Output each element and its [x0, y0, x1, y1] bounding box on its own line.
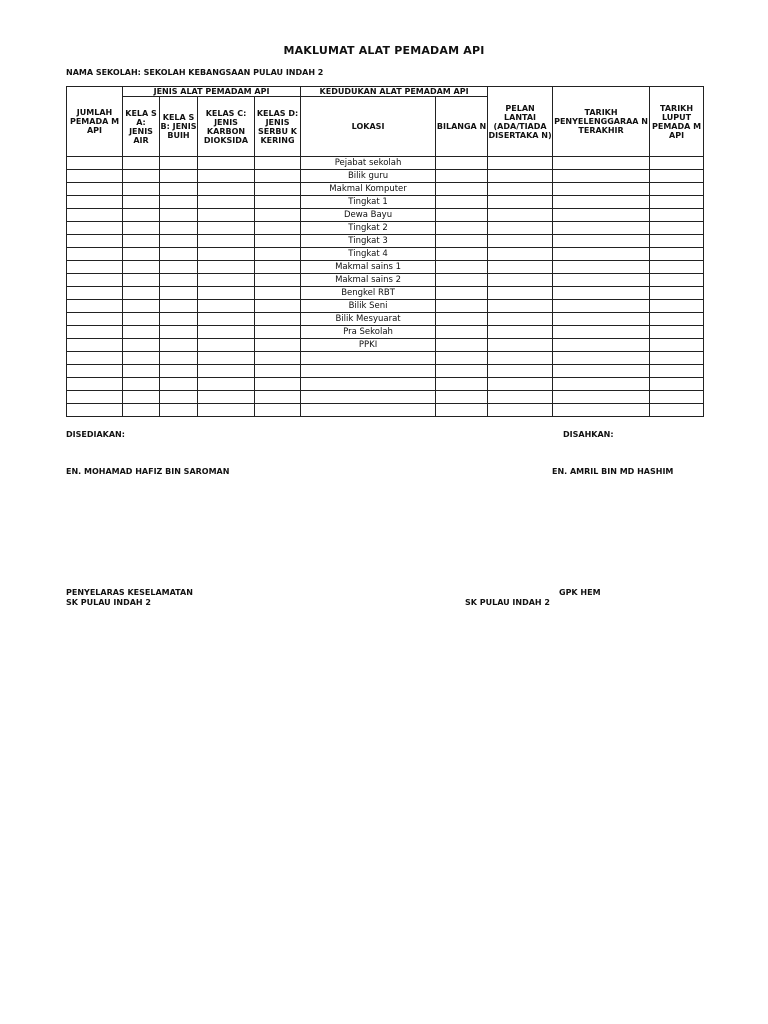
table-row: [67, 378, 704, 391]
table-cell: [123, 378, 160, 391]
table-cell: [160, 326, 198, 339]
table-row: [67, 235, 704, 248]
table-cell: [650, 300, 704, 313]
table-cell: [67, 170, 123, 183]
table-cell: [436, 183, 488, 196]
header-jumlah: JUMLAH PEMADA M API: [67, 87, 123, 157]
table-cell: [67, 326, 123, 339]
table-row: [67, 261, 704, 274]
table-cell: [123, 287, 160, 300]
table-cell: [160, 365, 198, 378]
table-cell: [67, 209, 123, 222]
table-cell: [198, 352, 255, 365]
table-cell: [650, 339, 704, 352]
table-row: [67, 196, 704, 209]
table-cell: [198, 235, 255, 248]
table-cell: [198, 287, 255, 300]
table-cell: [553, 326, 650, 339]
table-cell: [255, 404, 301, 417]
table-cell: [255, 222, 301, 235]
cell-lokasi: Makmal Komputer: [301, 183, 436, 196]
cell-lokasi: [301, 404, 436, 417]
header-tarikh-penyelenggaraan: TARIKH PENYELENGGARAA N TERAKHIR: [553, 87, 650, 157]
table-cell: [488, 235, 553, 248]
table-cell: [488, 261, 553, 274]
table-cell: [436, 209, 488, 222]
table-cell: [123, 404, 160, 417]
header-jenis-group: JENIS ALAT PEMADAM API: [123, 87, 301, 97]
prepared-name: EN. MOHAMAD HAFIZ BIN SAROMAN: [66, 467, 230, 476]
table-cell: [255, 365, 301, 378]
table-row: [67, 313, 704, 326]
table-cell: [160, 274, 198, 287]
table-cell: [160, 209, 198, 222]
table-row: [67, 404, 704, 417]
table-cell: [436, 352, 488, 365]
cell-lokasi: Tingkat 4: [301, 248, 436, 261]
table-cell: [255, 209, 301, 222]
table-cell: [553, 339, 650, 352]
table-cell: [436, 391, 488, 404]
table-cell: [650, 365, 704, 378]
table-row: [67, 326, 704, 339]
table-cell: [553, 274, 650, 287]
table-cell: [436, 365, 488, 378]
cell-lokasi: Bilik Mesyuarat: [301, 313, 436, 326]
table-cell: [488, 352, 553, 365]
table-cell: [255, 326, 301, 339]
table-cell: [436, 235, 488, 248]
table-cell: [123, 391, 160, 404]
table-cell: [160, 378, 198, 391]
table-cell: [160, 222, 198, 235]
table-cell: [553, 222, 650, 235]
table-cell: [67, 248, 123, 261]
table-cell: [160, 170, 198, 183]
document-title: MAKLUMAT ALAT PEMADAM API: [283, 44, 485, 57]
table-cell: [198, 209, 255, 222]
table-cell: [553, 404, 650, 417]
table-cell: [436, 378, 488, 391]
table-cell: [488, 287, 553, 300]
table-cell: [650, 391, 704, 404]
header-kedudukan-group: KEDUDUKAN ALAT PEMADAM API: [301, 87, 488, 97]
fire-extinguisher-table: [66, 86, 704, 417]
prepared-role: PENYELARAS KESELAMATAN: [66, 588, 193, 597]
table-cell: [488, 391, 553, 404]
cell-lokasi: [301, 352, 436, 365]
table-cell: [436, 196, 488, 209]
table-cell: [553, 365, 650, 378]
table-cell: [198, 261, 255, 274]
table-cell: [436, 170, 488, 183]
table-cell: [160, 287, 198, 300]
table-cell: [198, 157, 255, 170]
table-cell: [67, 313, 123, 326]
table-cell: [198, 183, 255, 196]
table-cell: [650, 183, 704, 196]
table-row: [67, 391, 704, 404]
table-cell: [160, 157, 198, 170]
cell-lokasi: Pra Sekolah: [301, 326, 436, 339]
table-cell: [436, 326, 488, 339]
table-cell: [488, 300, 553, 313]
table-cell: [160, 300, 198, 313]
table-cell: [553, 248, 650, 261]
table-cell: [255, 235, 301, 248]
table-cell: [67, 378, 123, 391]
table-cell: [123, 157, 160, 170]
table-cell: [123, 183, 160, 196]
header-bilangan: BILANGA N: [436, 97, 488, 157]
table-cell: [160, 352, 198, 365]
table-cell: [123, 300, 160, 313]
table-cell: [255, 261, 301, 274]
table-cell: [67, 222, 123, 235]
cell-lokasi: Tingkat 2: [301, 222, 436, 235]
table-cell: [255, 313, 301, 326]
cell-lokasi: Tingkat 3: [301, 235, 436, 248]
table-cell: [553, 157, 650, 170]
table-cell: [650, 170, 704, 183]
table-cell: [255, 157, 301, 170]
table-cell: [553, 261, 650, 274]
prepared-label: DISEDIAKAN:: [66, 430, 125, 439]
table-cell: [255, 300, 301, 313]
header-lokasi: LOKASI: [301, 97, 436, 157]
table-cell: [436, 157, 488, 170]
table-cell: [436, 404, 488, 417]
table-cell: [198, 365, 255, 378]
approved-label: DISAHKAN:: [563, 430, 614, 439]
table-cell: [488, 209, 553, 222]
table-cell: [198, 222, 255, 235]
table-cell: [255, 287, 301, 300]
table-cell: [436, 313, 488, 326]
table-cell: [488, 339, 553, 352]
table-cell: [198, 339, 255, 352]
table-cell: [553, 313, 650, 326]
table-cell: [255, 170, 301, 183]
table-cell: [123, 170, 160, 183]
table-cell: [67, 404, 123, 417]
table-body: [67, 157, 704, 417]
table-cell: [553, 196, 650, 209]
table-cell: [255, 339, 301, 352]
header-tarikh-luput: TARIKH LUPUT PEMADA M API: [650, 87, 704, 157]
table-cell: [123, 196, 160, 209]
table-cell: [67, 365, 123, 378]
table-cell: [553, 209, 650, 222]
table-cell: [123, 352, 160, 365]
cell-lokasi: Bengkel RBT: [301, 287, 436, 300]
table-cell: [650, 378, 704, 391]
table-row: [67, 339, 704, 352]
table-row: [67, 352, 704, 365]
table-row: [67, 222, 704, 235]
table-cell: [67, 391, 123, 404]
table-cell: [488, 274, 553, 287]
table-cell: [436, 261, 488, 274]
cell-lokasi: Makmal sains 1: [301, 261, 436, 274]
table-cell: [123, 326, 160, 339]
table-cell: [650, 157, 704, 170]
table-cell: [198, 248, 255, 261]
header-kelas-d: KELAS D: JENIS SERBU K KERING: [255, 97, 301, 157]
table-cell: [198, 170, 255, 183]
table-cell: [198, 326, 255, 339]
table-cell: [255, 352, 301, 365]
table-cell: [553, 378, 650, 391]
table-cell: [123, 274, 160, 287]
table-cell: [255, 196, 301, 209]
table-cell: [160, 183, 198, 196]
table-cell: [488, 404, 553, 417]
table-cell: [488, 157, 553, 170]
table-row: [67, 274, 704, 287]
table-cell: [436, 274, 488, 287]
table-cell: [198, 196, 255, 209]
approved-name: EN. AMRIL BIN MD HASHIM: [552, 467, 674, 476]
table-cell: [160, 339, 198, 352]
header-kelas-b: KELA S B: JENIS BUIH: [160, 97, 198, 157]
table-cell: [553, 183, 650, 196]
table-cell: [488, 248, 553, 261]
table-row: [67, 248, 704, 261]
table-cell: [553, 391, 650, 404]
table-cell: [67, 352, 123, 365]
table-cell: [488, 183, 553, 196]
table-cell: [160, 391, 198, 404]
table-cell: [123, 365, 160, 378]
table-cell: [650, 235, 704, 248]
table-cell: [553, 300, 650, 313]
table-row: [67, 287, 704, 300]
table-cell: [255, 183, 301, 196]
table-cell: [255, 391, 301, 404]
approved-role: GPK HEM: [559, 588, 601, 597]
table-cell: [650, 352, 704, 365]
table-cell: [67, 261, 123, 274]
cell-lokasi: [301, 365, 436, 378]
table-cell: [650, 261, 704, 274]
table-cell: [650, 248, 704, 261]
table-cell: [160, 313, 198, 326]
table-cell: [436, 287, 488, 300]
table-cell: [123, 313, 160, 326]
header-kelas-a: KELA S A: JENIS AIR: [123, 97, 160, 157]
table-cell: [436, 339, 488, 352]
table-cell: [650, 196, 704, 209]
cell-lokasi: PPKI: [301, 339, 436, 352]
table-cell: [650, 404, 704, 417]
school-name-line: NAMA SEKOLAH: SEKOLAH KEBANGSAAN PULAU INDAH 2: [66, 68, 324, 77]
table-cell: [198, 404, 255, 417]
table-cell: [553, 352, 650, 365]
table-cell: [160, 261, 198, 274]
table-cell: [198, 313, 255, 326]
table-row: [67, 300, 704, 313]
cell-lokasi: Pejabat sekolah: [301, 157, 436, 170]
table-cell: [650, 326, 704, 339]
table-cell: [198, 378, 255, 391]
cell-lokasi: [301, 391, 436, 404]
table-cell: [436, 248, 488, 261]
table-cell: [160, 196, 198, 209]
table-row: [67, 170, 704, 183]
table-cell: [198, 274, 255, 287]
table-cell: [650, 209, 704, 222]
table-cell: [67, 183, 123, 196]
table-cell: [67, 157, 123, 170]
cell-lokasi: Bilik Seni: [301, 300, 436, 313]
prepared-org: SK PULAU INDAH 2: [66, 598, 151, 607]
table-cell: [488, 313, 553, 326]
table-cell: [67, 274, 123, 287]
table-cell: [198, 391, 255, 404]
cell-lokasi: Makmal sains 2: [301, 274, 436, 287]
table-cell: [488, 196, 553, 209]
table-cell: [650, 274, 704, 287]
table-cell: [160, 235, 198, 248]
cell-lokasi: Bilik guru: [301, 170, 436, 183]
table-cell: [255, 248, 301, 261]
table-row: [67, 209, 704, 222]
cell-lokasi: Dewa Bayu: [301, 209, 436, 222]
table-row: [67, 365, 704, 378]
table-cell: [488, 222, 553, 235]
table-cell: [488, 365, 553, 378]
table-cell: [67, 287, 123, 300]
table-cell: [160, 248, 198, 261]
table-cell: [123, 235, 160, 248]
header-kelas-c: KELAS C: JENIS KARBON DIOKSIDA: [198, 97, 255, 157]
table-cell: [650, 287, 704, 300]
table-cell: [67, 196, 123, 209]
table-cell: [488, 326, 553, 339]
table-cell: [198, 300, 255, 313]
table-cell: [553, 170, 650, 183]
cell-lokasi: Tingkat 1: [301, 196, 436, 209]
table-cell: [255, 274, 301, 287]
header-pelan-lantai: PELAN LANTAI (ADA/TIADA DISERTAKA N): [488, 87, 553, 157]
table-cell: [650, 222, 704, 235]
table-cell: [123, 339, 160, 352]
table-cell: [488, 378, 553, 391]
approved-org: SK PULAU INDAH 2: [465, 598, 550, 607]
table-cell: [67, 300, 123, 313]
cell-lokasi: [301, 378, 436, 391]
table-row: [67, 157, 704, 170]
table-cell: [67, 235, 123, 248]
table-cell: [488, 170, 553, 183]
table-cell: [123, 248, 160, 261]
table-cell: [123, 261, 160, 274]
table-cell: [123, 209, 160, 222]
table-cell: [123, 222, 160, 235]
table-cell: [436, 222, 488, 235]
table-cell: [67, 339, 123, 352]
table-row: [67, 183, 704, 196]
table-cell: [436, 300, 488, 313]
table-cell: [650, 313, 704, 326]
table-cell: [553, 235, 650, 248]
table-cell: [553, 287, 650, 300]
table-cell: [255, 378, 301, 391]
table-cell: [160, 404, 198, 417]
